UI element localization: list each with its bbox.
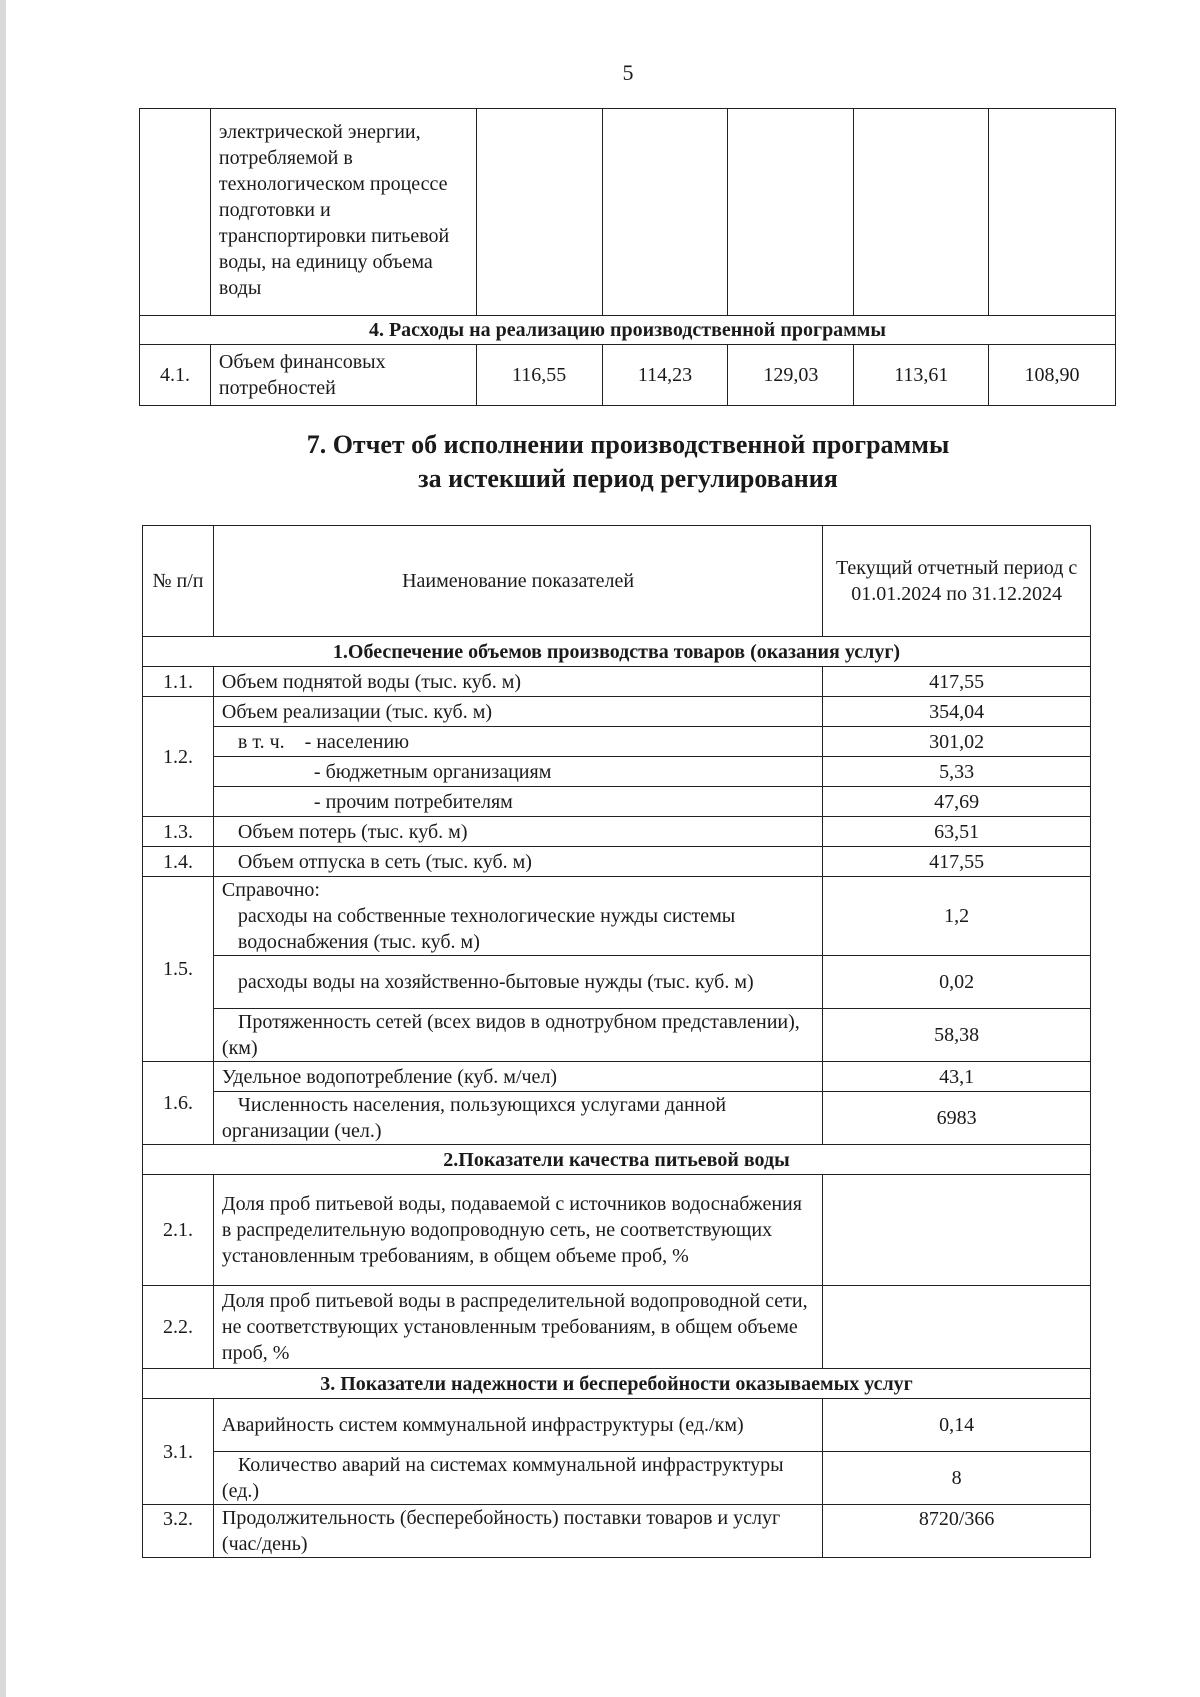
indicator-name: Объем потерь (тыс. куб. м) — [213, 817, 822, 847]
header-num: № п/п — [143, 526, 214, 637]
indicator-value: 1,2 — [823, 877, 1091, 956]
value-cell — [854, 109, 989, 316]
section-header-row — [140, 316, 1116, 345]
value-cell — [728, 109, 854, 316]
table-row — [143, 1062, 1091, 1092]
indicator-text: расходы на собственные технологические нужды системы водоснабжения (тыс. куб. м) — [237, 905, 736, 953]
report-table — [142, 525, 1091, 1558]
indicator-name: Объем поднятой воды (тыс. куб. м) — [213, 667, 822, 697]
indicator-name: Количество аварий на системах коммунальной инфраструктуры (ед.) — [213, 1452, 822, 1505]
financial-table — [139, 108, 1116, 406]
indicator-value: 43,1 — [823, 1062, 1091, 1092]
indicator-value: 417,55 — [823, 847, 1091, 877]
value-cell: 108,90 — [989, 345, 1116, 406]
section-header: 3. Показатели надежности и бесперебойности оказываемых услуг — [143, 1369, 1091, 1399]
indicator-value: 58,38 — [823, 1009, 1091, 1062]
indicator-name: в т. ч. - населению — [213, 727, 822, 757]
indicator-value: 47,69 — [823, 787, 1091, 817]
indicator-name: Удельное водопотребление (куб. м/чел) — [213, 1062, 822, 1092]
table-row — [143, 1452, 1091, 1505]
indicator-name-continued: электрической энергии, потребляемой в технологическом процессе подготовки и транспортировки питьевой воды, на единицу объема воды — [210, 109, 476, 316]
value-cell — [602, 109, 728, 316]
row-number: 3.2. — [143, 1505, 214, 1558]
table-row — [143, 877, 1091, 956]
indicator-value: 0,14 — [823, 1399, 1091, 1452]
page-number: 5 — [622, 60, 634, 85]
table-row — [143, 817, 1091, 847]
section-header-row — [143, 637, 1091, 667]
value-cell — [989, 109, 1116, 316]
row-number: 2.2. — [143, 1286, 214, 1369]
indicator-value: 301,02 — [823, 727, 1091, 757]
row-number: 3.1. — [143, 1399, 214, 1505]
indicator-value: 63,51 — [823, 817, 1091, 847]
table-row — [143, 1286, 1091, 1369]
value-cell — [476, 109, 602, 316]
indicator-name: - бюджетным организациям — [213, 757, 822, 787]
header-period: Текущий отчетный период с 01.01.2024 по 31.12.2024 — [823, 526, 1091, 637]
indicator-name: Объем отпуска в сеть (тыс. куб. м) — [213, 847, 822, 877]
title-line-1: 7. Отчет об исполнении производственной программы — [306, 430, 950, 459]
section-header-row — [143, 1145, 1091, 1175]
value-cell: 116,55 — [476, 345, 602, 406]
indicator-name — [213, 877, 822, 956]
indicator-name: Продолжительность (бесперебойность) поставки товаров и услуг (час/день) — [213, 1505, 822, 1558]
indicator-name: Доля проб питьевой воды в распределительной водопроводной сети, не соответствующих установленным требованиям, в общем объеме проб, % — [213, 1286, 822, 1369]
header-row — [143, 526, 1091, 637]
row-number: 1.6. — [143, 1062, 214, 1145]
table-row — [140, 345, 1116, 406]
table-row — [143, 847, 1091, 877]
table-row — [143, 757, 1091, 787]
section-header: 4. Расходы на реализацию производственной программы — [140, 316, 1116, 345]
value-cell: 114,23 — [602, 345, 728, 406]
table-row — [143, 1399, 1091, 1452]
value-cell: 113,61 — [854, 345, 989, 406]
indicator-value: 6983 — [823, 1092, 1091, 1145]
indicator-value — [823, 1286, 1091, 1369]
indicator-name: Доля проб питьевой воды, подаваемой с источников водоснабжения в распределительную водопроводную сеть, не соответствующих установленным требованиям, в общем объеме проб, % — [213, 1175, 822, 1286]
table-row — [143, 956, 1091, 1009]
reference-label: Справочно: — [221, 879, 320, 901]
indicator-name: Протяженность сетей (всех видов в однотрубном представлении), (км) — [213, 1009, 822, 1062]
table-row — [143, 1175, 1091, 1286]
section-title — [0, 428, 1200, 496]
indicator-value — [823, 1175, 1091, 1286]
section-header-row — [143, 1369, 1091, 1399]
row-number: 1.2. — [143, 697, 214, 817]
table-row — [140, 109, 1116, 316]
title-line-2: за истекший период регулирования — [418, 464, 838, 493]
indicator-value: 354,04 — [823, 697, 1091, 727]
row-number: 1.1. — [143, 667, 214, 697]
indicator-name: Численность населения, пользующихся услугами данной организации (чел.) — [213, 1092, 822, 1145]
indicator-name: расходы воды на хозяйственно-бытовые нужды (тыс. куб. м) — [213, 956, 822, 1009]
table-row — [143, 727, 1091, 757]
scan-page-edge — [0, 0, 6, 1697]
header-name: Наименование показателей — [213, 526, 822, 637]
row-number: 2.1. — [143, 1175, 214, 1286]
indicator-name: Объем финансовых потребностей — [210, 345, 476, 406]
table-row — [143, 1505, 1091, 1558]
table-row — [143, 697, 1091, 727]
table-row — [143, 667, 1091, 697]
row-number: 4.1. — [140, 345, 211, 406]
table-row — [143, 1009, 1091, 1062]
row-number: 1.3. — [143, 817, 214, 847]
row-number: 1.4. — [143, 847, 214, 877]
row-number: 1.5. — [143, 877, 214, 1062]
section-header: 1.Обеспечение объемов производства товаров (оказания услуг) — [143, 637, 1091, 667]
section-header: 2.Показатели качества питьевой воды — [143, 1145, 1091, 1175]
value-cell: 129,03 — [728, 345, 854, 406]
indicator-value: 417,55 — [823, 667, 1091, 697]
num-cell — [140, 109, 211, 316]
indicator-value: 5,33 — [823, 757, 1091, 787]
indicator-name: Объем реализации (тыс. куб. м) — [213, 697, 822, 727]
indicator-name: - прочим потребителям — [213, 787, 822, 817]
indicator-value: 0,02 — [823, 956, 1091, 1009]
table-row — [143, 1092, 1091, 1145]
indicator-value: 8720/366 — [823, 1505, 1091, 1558]
table-row — [143, 787, 1091, 817]
indicator-value: 8 — [823, 1452, 1091, 1505]
indicator-name: Аварийность систем коммунальной инфраструктуры (ед./км) — [213, 1399, 822, 1452]
